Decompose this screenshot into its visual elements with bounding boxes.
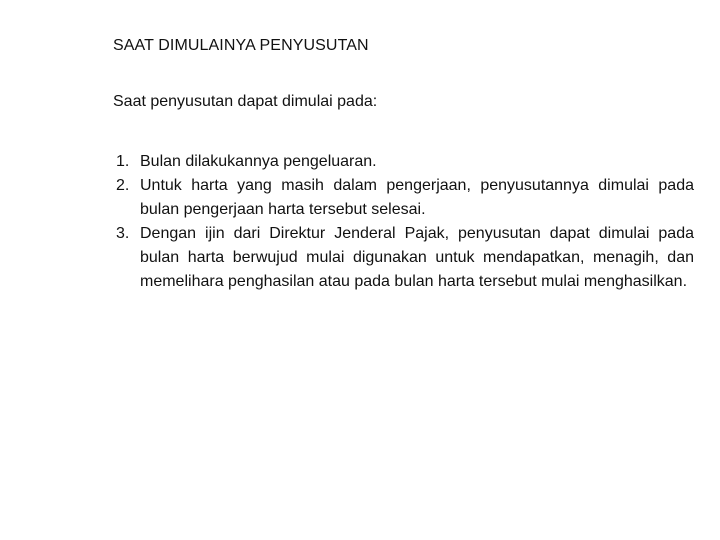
page-title: SAAT DIMULAINYA PENYUSUTAN	[113, 37, 369, 54]
numbered-list	[116, 150, 694, 294]
list-item-text: Untuk harta yang masih dalam pengerjaan, penyusutannya dimulai pada bulan pengerjaan harta tersebut selesai.	[140, 177, 694, 218]
list-item	[116, 222, 694, 294]
list-item-number: 3.	[116, 225, 130, 242]
list-item	[116, 150, 694, 174]
list-item-text: Dengan ijin dari Direktur Jenderal Pajak, penyusutan dapat dimulai pada bulan harta berwujud mulai digunakan untuk mendapatkan, menagih, dan memelihara penghasilan atau pada bulan harta tersebut mulai menghasilkan.	[140, 225, 694, 290]
list-item	[116, 174, 694, 222]
list-item-number: 1.	[116, 153, 130, 170]
list-item-number: 2.	[116, 177, 130, 194]
list-item-text: Bulan dilakukannya pengeluaran.	[140, 153, 377, 170]
intro-text: Saat penyusutan dapat dimulai pada:	[113, 93, 378, 110]
